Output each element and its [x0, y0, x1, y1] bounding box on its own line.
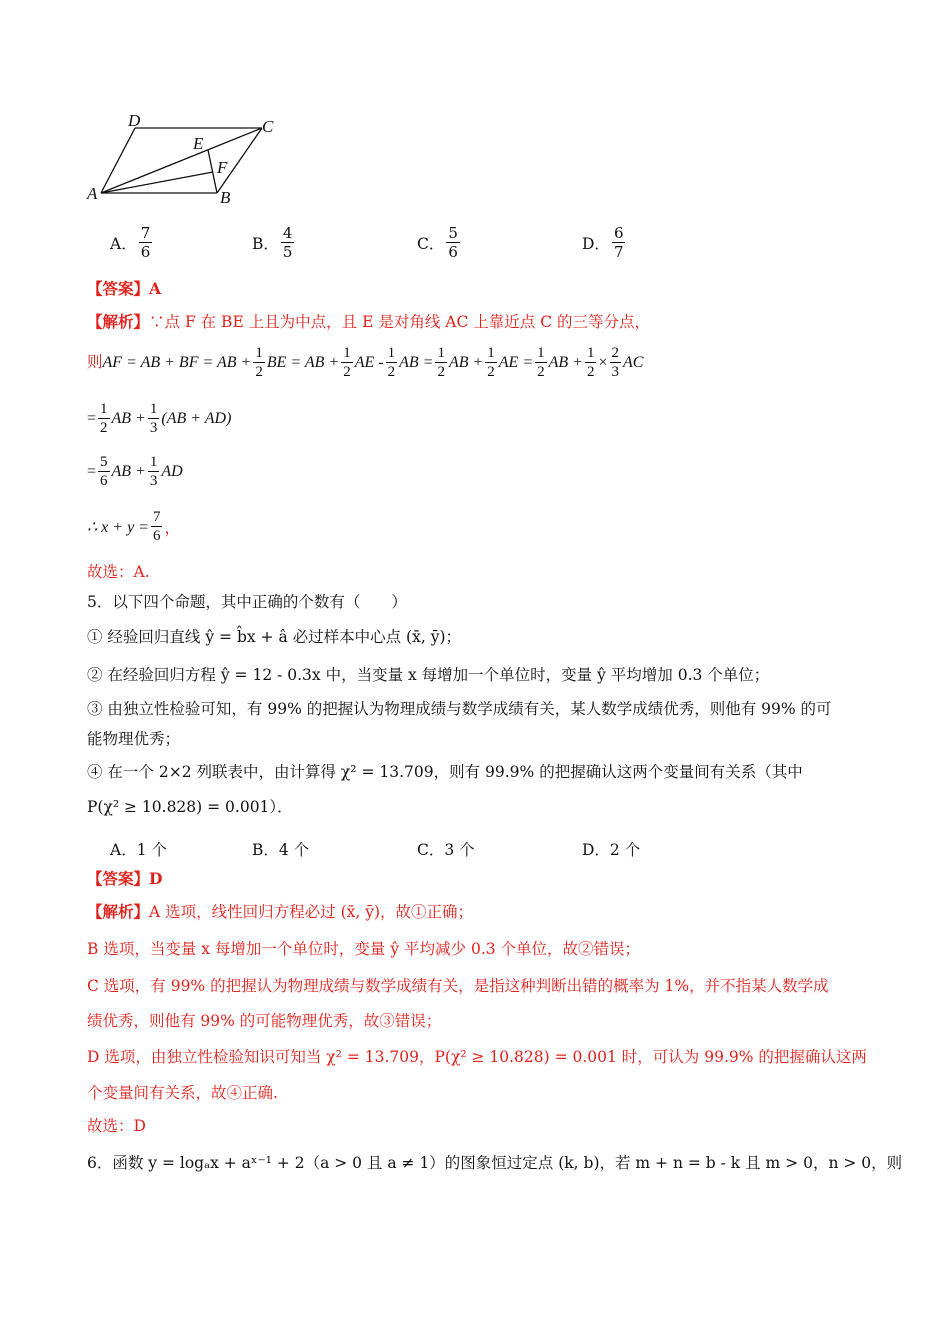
label-E: E — [193, 134, 204, 153]
segment-AF — [101, 172, 213, 193]
parallelogram-figure — [80, 110, 290, 210]
q4-option-b: B． $\frac{4}{5}$ — [252, 224, 293, 261]
q5-statement-4a: ④ 在一个 2×2 列联表中，由计算得 χ² = 13.709，则有 99.9% 的把握确认这两个变量间有关系（其中 — [87, 763, 803, 781]
q4-answer: 【答案】A — [87, 279, 162, 298]
q5-option-c: C．3 个 — [417, 841, 475, 859]
q4-option-a: A． $\frac{7}{6}$ — [110, 224, 151, 261]
q5-statement-2: ② 在经验回归方程 ŷ = 12 - 0.3x 中，当变量 x 每增加一个单位时，变量 ŷ 平均增加 0.3 个单位； — [87, 666, 770, 684]
label-B: B — [220, 188, 231, 207]
q5-conclusion: 故选：D — [87, 1117, 146, 1135]
q4-option-d: D． $\frac{6}{7}$ — [582, 224, 624, 261]
q5-statement-4b: P(χ² ≥ 10.828) = 0.001）． — [87, 798, 293, 816]
q5-answer: 【答案】D — [87, 869, 163, 888]
q4-equation-1: 则 AF = AB + BF = AB + $\frac{1}{2}$ BE = AB + $\frac{1}{2}$ AE - $\frac{1}{2}$ AB = $\frac{1}{2}$ AB + $\frac{1}{2}$ AE = $\frac{1}{2}$ AB + $\frac{1}{2}$ × $\frac{2}{3}$ AC — [87, 345, 644, 380]
label-F: F — [217, 158, 228, 177]
q6-stem: 6．函数 y = logₐx + aˣ⁻¹ + 2（a > 0 且 a ≠ 1）的图象恒过定点 (k, b)，若 m + n = b - k 且 m > 0，n > 0，则 — [87, 1154, 903, 1172]
q5-analysis-a: 【解析】A 选项，线性回归方程必过 (x̄, ȳ)，故①正确； — [87, 902, 474, 921]
q4-option-c: C． $\frac{5}{6}$ — [417, 224, 458, 261]
q5-option-b: B．4 个 — [252, 841, 310, 859]
q4-equation-2: = $\frac{1}{2}$ AB + $\frac{1}{3}$ (AB + AD) — [87, 401, 232, 436]
label-C: C — [262, 117, 274, 136]
q4-equation-3: = $\frac{5}{6}$ AB + $\frac{1}{3}$ AD — [87, 454, 183, 489]
q5-analysis-c1: C 选项，有 99% 的把握认为物理成绩与数学成绩有关，是指这种判断出错的概率为 1%，并不指某人数学成 — [87, 977, 829, 995]
q5-statement-3a: ③ 由独立性检验可知，有 99% 的把握认为物理成绩与数学成绩有关，某人数学成绩优秀，则他有 99% 的可 — [87, 700, 832, 718]
edge-AD — [101, 128, 135, 193]
q5-analysis-c2: 绩优秀，则他有 99% 的可能物理优秀，故③错误； — [87, 1012, 442, 1030]
q5-statement-3b: 能物理优秀； — [87, 730, 181, 748]
diagonal-AC — [101, 128, 262, 193]
label-D: D — [128, 111, 141, 130]
q4-equation-4: ∴ x + y = $\frac{7}{6}$ ， — [87, 509, 181, 544]
q5-stem: 5．以下四个命题，其中正确的个数有（ ） — [87, 593, 407, 611]
q4-conclusion: 故选：A. — [87, 563, 150, 581]
q5-analysis-d2: 个变量间有关系，故④正确. — [87, 1084, 278, 1102]
q5-analysis-b: B 选项，当变量 x 每增加一个单位时，变量 ŷ 平均减少 0.3 个单位，故②错误； — [87, 940, 641, 958]
label-A: A — [87, 184, 98, 203]
q5-analysis-d1: D 选项，由独立性检验知识可知当 χ² = 13.709，P(χ² ≥ 10.828) = 0.001 时，可认为 99.9% 的把握确认这两 — [87, 1048, 867, 1066]
q4-analysis-intro: 【解析】∵点 F 在 BE 上且为中点，且 E 是对角线 AC 上靠近点 C 的三等分点， — [87, 312, 650, 331]
q5-statement-1: ① 经验回归直线 ŷ = b̂x + â 必过样本中心点 (x̄, ȳ)； — [87, 628, 461, 646]
q5-option-d: D．2 个 — [582, 841, 641, 859]
q5-option-a: A．1 个 — [110, 841, 167, 859]
